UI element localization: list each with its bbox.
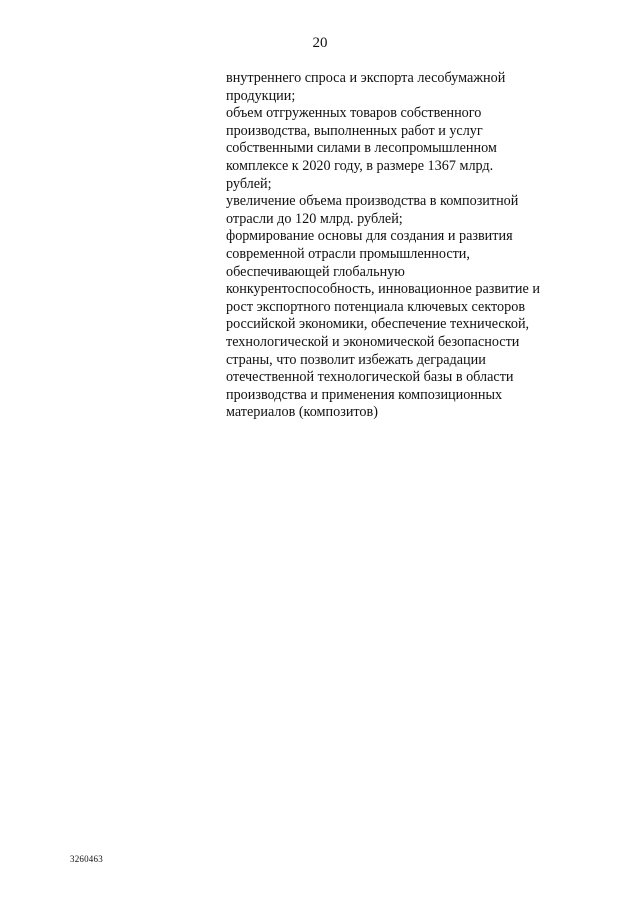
body-line: материалов (композитов): [226, 404, 378, 421]
body-line: отрасли до 120 млрд. рублей;: [226, 210, 403, 227]
body-line: внутреннего спроса и экспорта лесобумажной: [226, 70, 506, 86]
body-line: технологической и экономической безопасности: [226, 333, 520, 350]
body-line: формирование основы для создания и развития: [226, 228, 513, 245]
body-line: конкурентоспособность, инновационное развитие и: [226, 281, 540, 298]
document-code: 3260463: [70, 854, 103, 864]
body-line: рублей;: [226, 175, 272, 192]
body-line: собственными силами в лесопромышленном: [226, 140, 497, 157]
body-line: современной отрасли промышленности,: [226, 245, 470, 262]
body-line: рост экспортного потенциала ключевых секторов: [226, 298, 526, 315]
body-line: объем отгруженных товаров собственного: [226, 105, 482, 122]
document-body: [226, 70, 571, 422]
body-line: комплексе к 2020 году, в размере 1367 млрд.: [226, 157, 494, 174]
body-line: производства и применения композиционных: [226, 386, 503, 403]
body-line: продукции;: [226, 87, 296, 104]
body-line: российской экономики, обеспечение технической,: [226, 316, 530, 333]
body-line: обеспечивающей глобальную: [226, 263, 405, 280]
body-line: увеличение объема производства в композитной: [226, 193, 519, 210]
body-line: отечественной технологической базы в области: [226, 369, 514, 386]
page-number: 20: [312, 35, 328, 51]
body-line: производства, выполненных работ и услуг: [226, 122, 483, 139]
body-line: страны, что позволит избежать деградации: [226, 351, 486, 368]
